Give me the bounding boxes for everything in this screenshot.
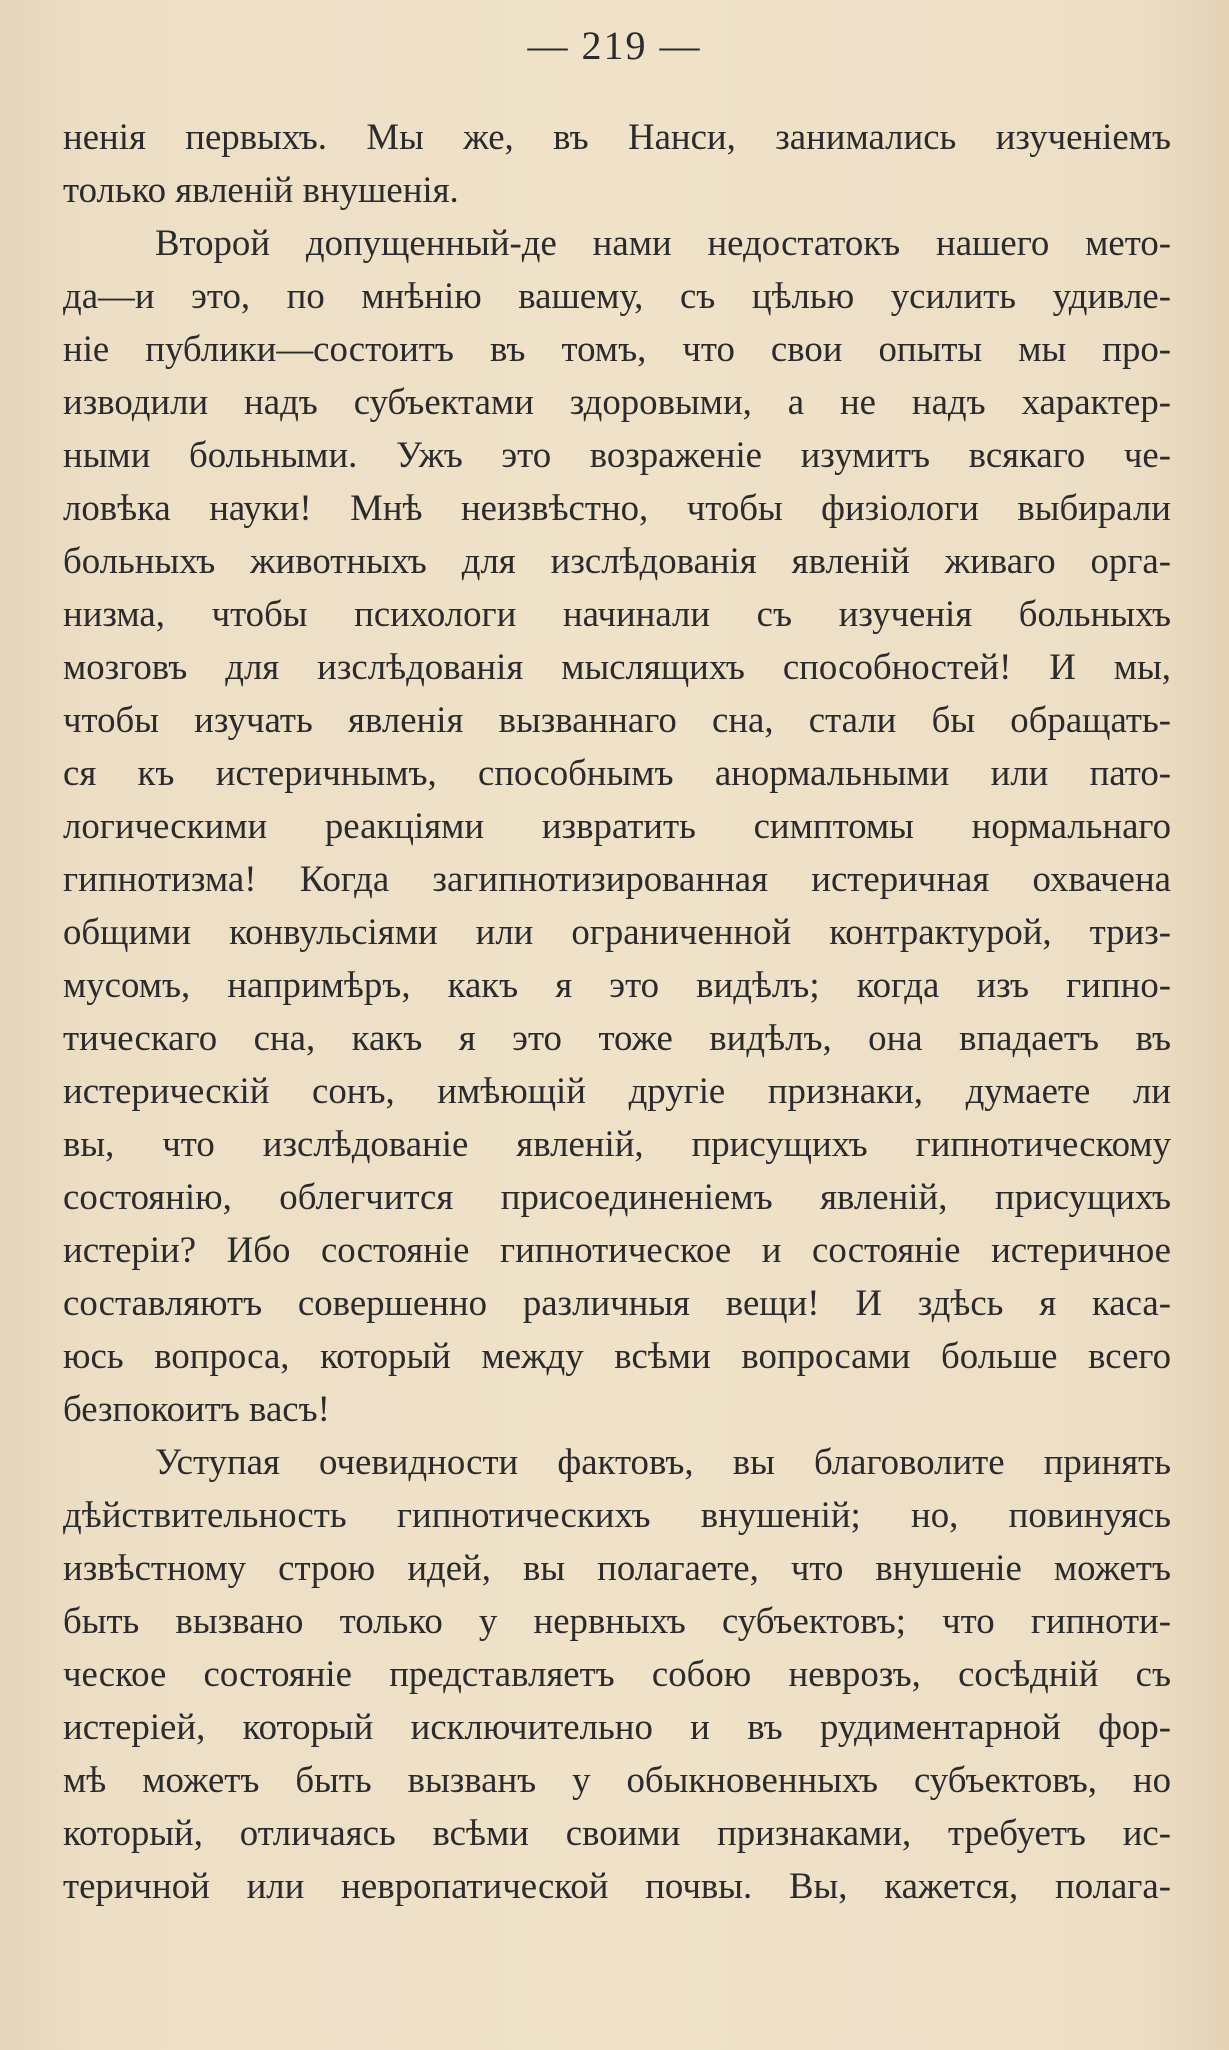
page-number: — 219 —	[527, 23, 702, 68]
text-line: составляютъ совершенно различныя вещи! И здѣсь я каса-	[63, 1282, 1171, 1323]
text-line: гипнотизма! Когда загипнотизированная истеричная охвачена	[63, 858, 1171, 899]
text-line: извѣстному строю идей, вы полагаете, что внушеніе можетъ	[63, 1547, 1171, 1588]
text-line: тическаго сна, какъ я это тоже видѣлъ, она впадаетъ въ	[63, 1017, 1171, 1058]
text-line: ненія первыхъ. Мы же, въ Нанси, занимались изученіемъ	[63, 116, 1171, 157]
text-line: чтобы изучать явленія вызваннаго сна, стали бы обращать-	[63, 699, 1171, 740]
text-line: вы, что изслѣдованіе явленій, присущихъ гипнотическому	[63, 1123, 1171, 1164]
text-line: теричной или невропатической почвы. Вы, кажется, полага-	[63, 1865, 1171, 1906]
text-line: мозговъ для изслѣдованія мыслящихъ способностей! И мы,	[63, 646, 1171, 687]
text-line: ческое состояніе представляетъ собою неврозъ, сосѣдній съ	[63, 1653, 1171, 1694]
text-line: юсь вопроса, который между всѣми вопросами больше всего	[63, 1335, 1171, 1376]
text-line: да—и это, по мнѣнію вашему, съ цѣлью усилить удивле-	[63, 275, 1171, 316]
body-text	[63, 110, 1171, 1912]
text-line: ся къ истеричнымъ, способнымъ анормальными или пато-	[63, 752, 1171, 793]
text-line: состоянію, облегчится присоединеніемъ явленій, присущихъ	[63, 1176, 1171, 1217]
text-line: дѣйствительность гипнотическихъ внушеній; но, повинуясь	[63, 1494, 1171, 1535]
text-line: ными больными. Ужъ это возраженіе изумитъ всякаго че-	[63, 434, 1171, 475]
text-line: истеріи? Ибо состояніе гипнотическое и состояніе истеричное	[63, 1229, 1171, 1270]
text-line: общими конвульсіями или ограниченной контрактурой, триз-	[63, 911, 1171, 952]
text-line: мѣ можетъ быть вызванъ у обыкновенныхъ субъектовъ, но	[63, 1759, 1171, 1800]
text-line: истерическій сонъ, имѣющій другіе признаки, думаете ли	[63, 1070, 1171, 1111]
text-line: только явленій внушенія.	[63, 169, 459, 210]
text-line: Второй допущенный-де нами недостатокъ нашего мето-	[155, 222, 1171, 263]
text-line: ніе публики—состоитъ въ томъ, что свои опыты мы про-	[63, 328, 1171, 369]
text-line: истеріей, который исключительно и въ рудиментарной фор-	[63, 1706, 1171, 1747]
text-line: Уступая очевидности фактовъ, вы благоволите принять	[155, 1441, 1171, 1482]
text-line: быть вызвано только у нервныхъ субъектовъ; что гипноти-	[63, 1600, 1171, 1641]
text-line: больныхъ животныхъ для изслѣдованія явленій живаго орга-	[63, 540, 1171, 581]
text-line: ловѣка науки! Мнѣ неизвѣстно, чтобы физіологи выбирали	[63, 487, 1171, 528]
text-line: изводили надъ субъектами здоровыми, а не надъ характер-	[63, 381, 1171, 422]
text-line: который, отличаясь всѣми своими признаками, требуетъ ис-	[63, 1812, 1171, 1853]
text-line: безпокоитъ васъ!	[63, 1388, 330, 1429]
text-line: мусомъ, напримѣръ, какъ я это видѣлъ; когда изъ гипно-	[63, 964, 1171, 1005]
text-line: логическими реакціями извратить симптомы нормальнаго	[63, 805, 1171, 846]
text-line: низма, чтобы психологи начинали съ изученія больныхъ	[63, 593, 1171, 634]
